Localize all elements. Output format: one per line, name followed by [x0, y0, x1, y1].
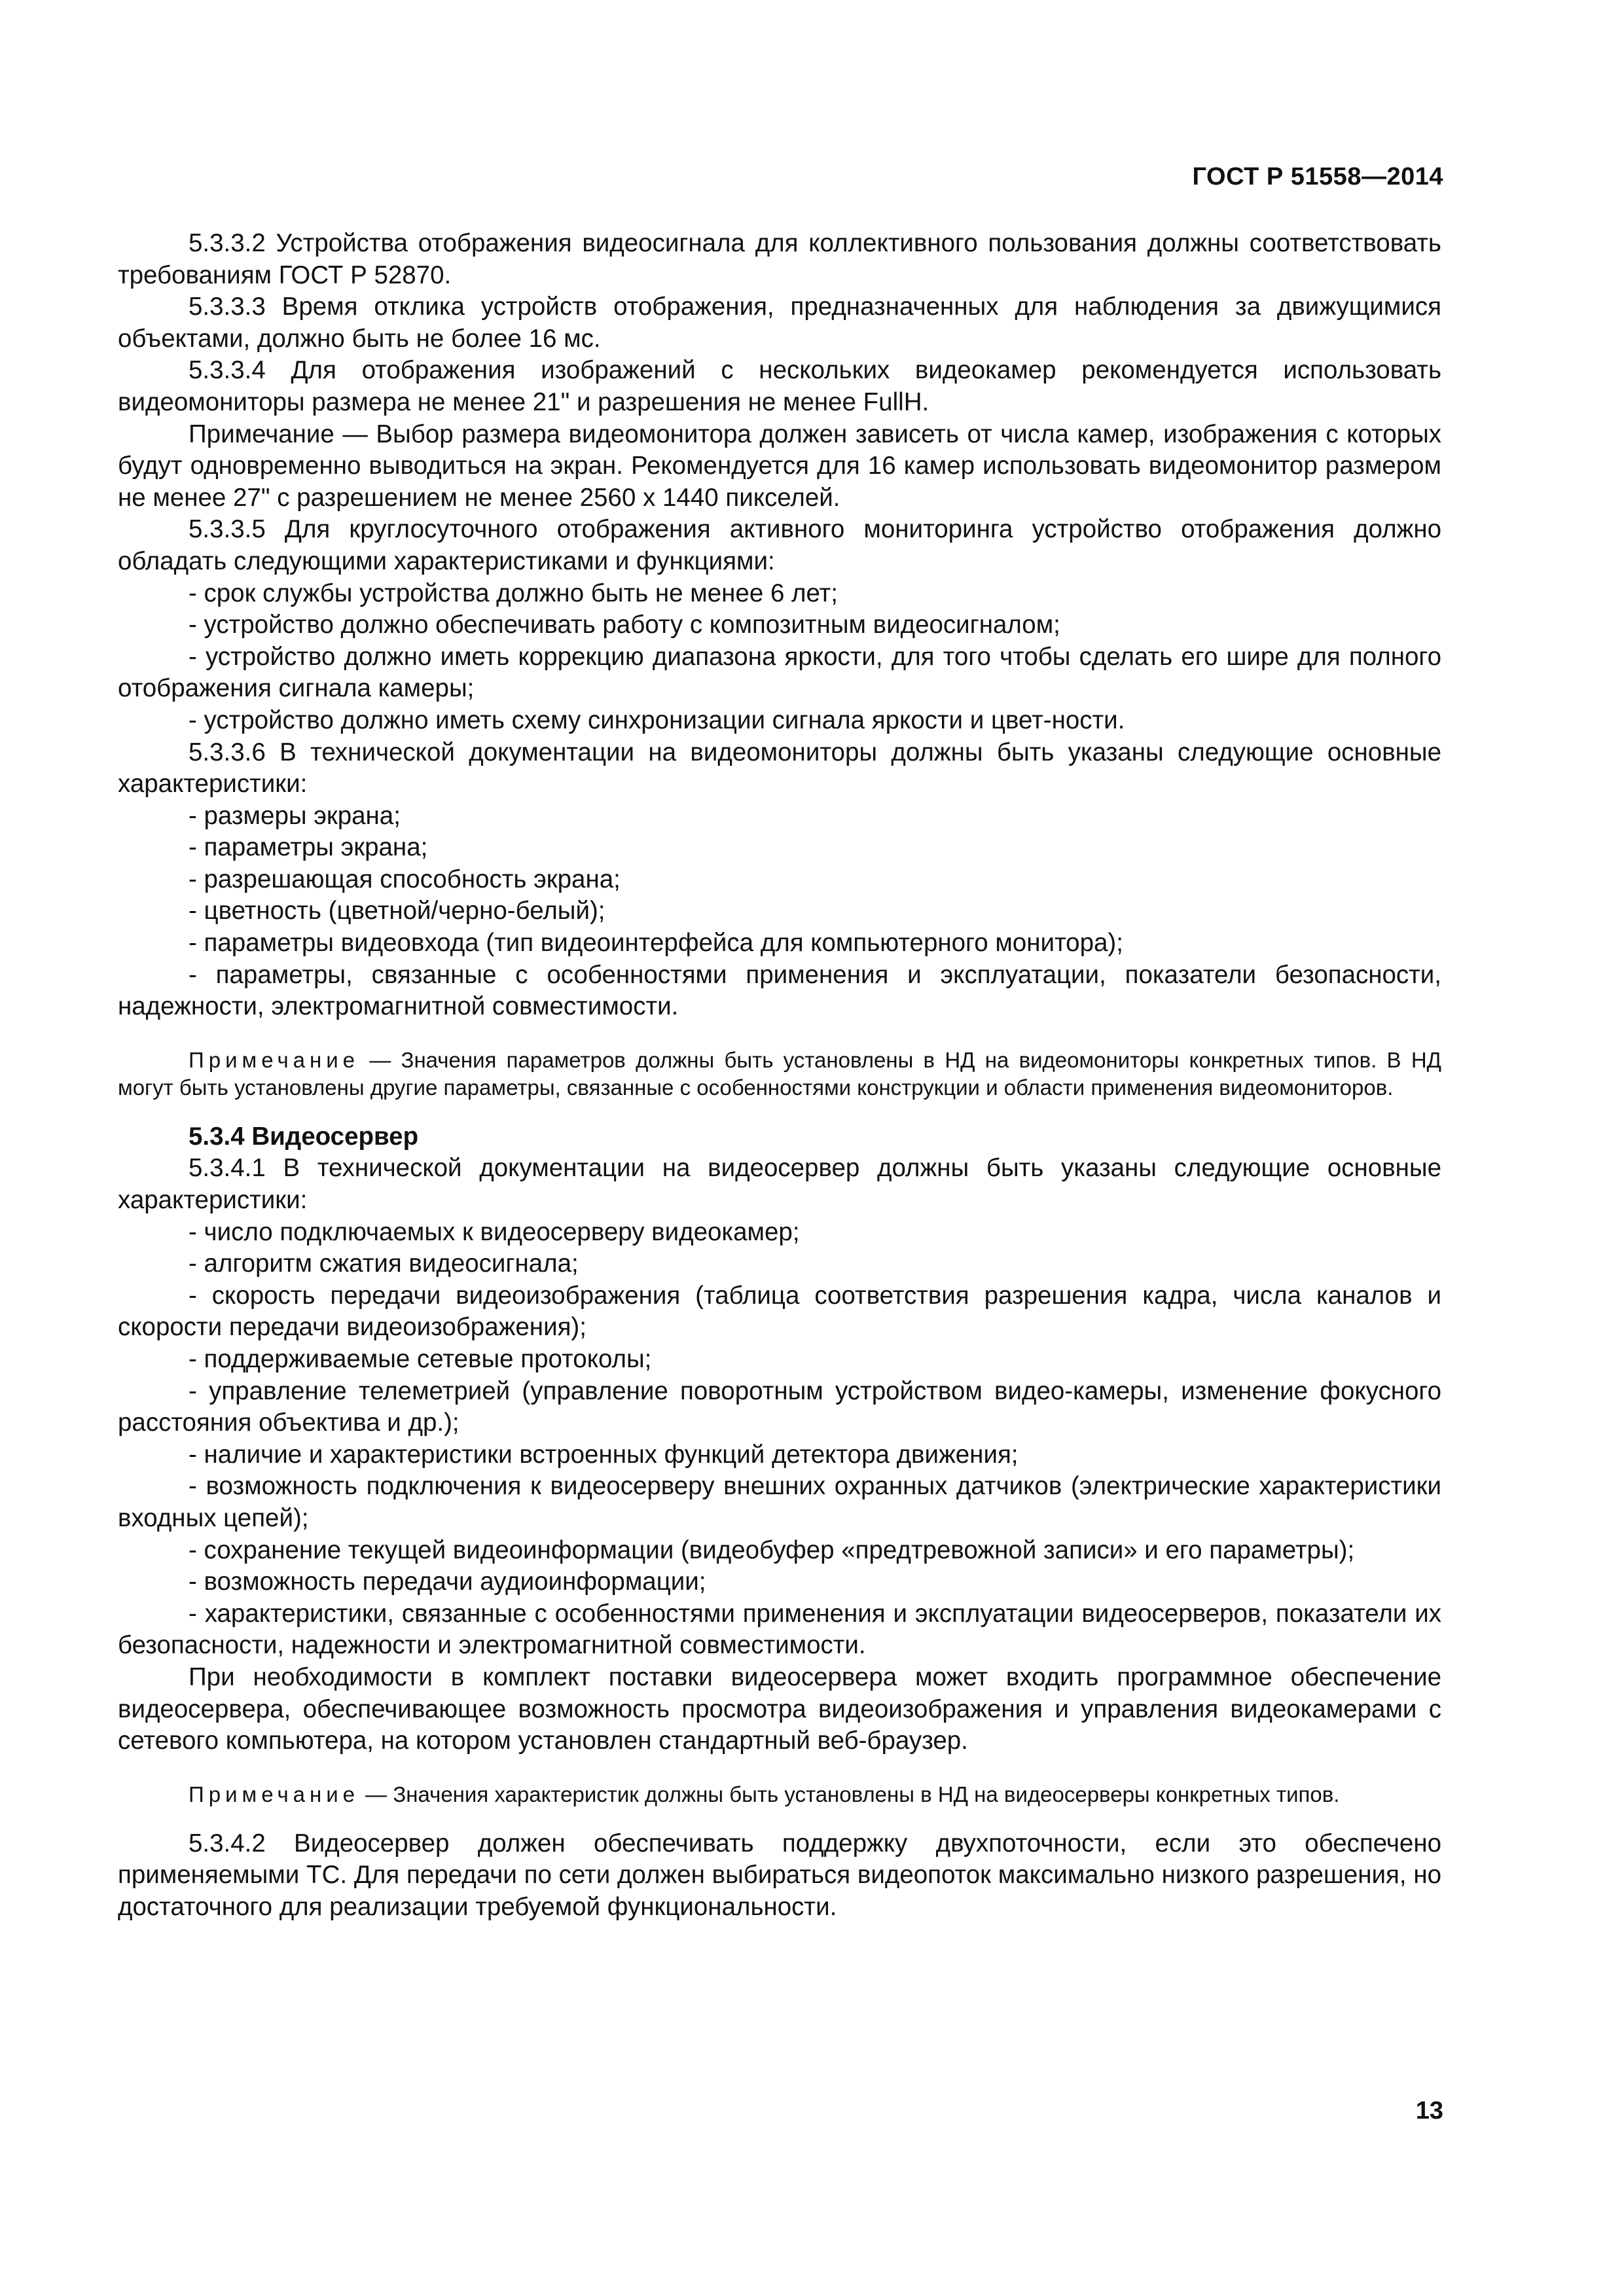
note-videoservers	[118, 1781, 1441, 1808]
note-label: Примечание	[189, 1047, 360, 1072]
list-item: - управление телеметрией (управление поворотным устройством видео-камеры, изменение фокусного расстояния объектива и др.);	[118, 1376, 1441, 1437]
paragraph-software-delivery: При необходимости в комплект поставки видеосервера может входить программное обеспечение видеосервера, обеспечивающее возможность просмотра видеоизображения и управления видеокамерами с сетевого компьютера, на котором установлен стандартный веб-браузер.	[118, 1662, 1441, 1755]
list-item: - наличие и характеристики встроенных функций детектора движения;	[189, 1440, 1019, 1469]
inline-note-monitor-size: Примечание — Выбор размера видеомонитора должен зависеть от числа камер, изображения с которых будут одновременно выводиться на экран. Рекомендуется для 16 камер использовать видеомонитор размером не менее 27" с разрешением не менее 2560 х 1440 пикселей.	[118, 420, 1441, 512]
list-item: - поддерживаемые сетевые протоколы;	[189, 1345, 652, 1373]
list-item: - число подключаемых к видеосерверу видеокамер;	[189, 1217, 800, 1246]
paragraph-5-3-3-2: 5.3.3.2 Устройства отображения видеосигнала для коллективного пользования должны соответствовать требованиям ГОСТ Р 52870.	[118, 229, 1441, 289]
paragraph-5-3-3-4: 5.3.3.4 Для отображения изображений с нескольких видеокамер рекомендуется использовать видеомониторы размера не менее 21" и разрешения не менее FullH.	[118, 356, 1441, 416]
paragraph-5-3-3-5: 5.3.3.5 Для круглосуточного отображения активного мониторинга устройство отображения должно обладать следующими характеристиками и функциями:	[118, 515, 1441, 575]
list-item: - устройство должно иметь коррекцию диапазона яркости, для того чтобы сделать его шире для полного отображения сигнала камеры;	[118, 642, 1441, 703]
note-text: — Значения параметров должны быть установлены в НД на видеомониторы конкретных типов. В НД могут быть установлены другие параметры, связанные с особенностями конструкции и области применения видеомониторов.	[118, 1047, 1441, 1100]
list-item: - характеристики, связанные с особенностями применения и эксплуатации видеосерверов, показатели их безопасности, надежности и электромагнитной совместимости.	[118, 1599, 1441, 1660]
list-item: - размеры экрана;	[189, 801, 401, 830]
list-item: - сохранение текущей видеоинформации (видеобуфер «предтревожной записи» и его параметры);	[189, 1535, 1355, 1564]
document-body	[118, 228, 1441, 1924]
list-item: - параметры видеовхода (тип видеоинтерфейса для компьютерного монитора);	[189, 929, 1123, 958]
note-text: — Значения характеристик должны быть установлены в НД на видеосерверы конкретных типов.	[359, 1782, 1340, 1806]
paragraph-5-3-3-3: 5.3.3.3 Время отклика устройств отображения, предназначенных для наблюдения за движущимися объектами, должно быть не более 16 мс.	[118, 293, 1441, 353]
standard-number-header: ГОСТ Р 51558—2014	[1192, 163, 1443, 190]
list-item: - возможность передачи аудиоинформации;	[189, 1568, 706, 1596]
note-videomonitors	[118, 1047, 1441, 1102]
list-item: - скорость передачи видеоизображения (таблица соответствия разрешения кадра, числа каналов и скорости передачи видеоизображения);	[118, 1281, 1441, 1342]
list-item: - устройство должно обеспечивать работу с композитным видеосигналом;	[189, 611, 1060, 639]
list-item: - устройство должно иметь схему синхронизации сигнала яркости и цвет-ности.	[189, 706, 1125, 734]
paragraph-5-3-4-2: 5.3.4.2 Видеосервер должен обеспечивать поддержку двухпоточности, если это обеспечено применяемыми ТС. Для передачи по сети должен выбираться видеопоток максимально низкого разрешения, но достаточного для реализации требуемой функциональности.	[118, 1829, 1441, 1921]
list-item: - алгоритм сжатия видеосигнала;	[189, 1249, 579, 1278]
paragraph-5-3-4-1: 5.3.4.1 В технической документации на видеосервер должны быть указаны следующие основные характеристики:	[118, 1154, 1441, 1215]
paragraph-5-3-3-6: 5.3.3.6 В технической документации на видеомониторы должны быть указаны следующие основные характеристики:	[118, 738, 1441, 798]
list-item: - срок службы устройства должно быть не менее 6 лет;	[189, 579, 838, 607]
section-heading-5-3-4: 5.3.4 Видеосервер	[189, 1122, 419, 1151]
list-item: - цветность (цветной/черно-белый);	[189, 897, 605, 925]
list-item: - параметры экрана;	[189, 833, 428, 862]
list-item: - параметры, связанные с особенностями применения и эксплуатации, показатели безопасности, надежности, электромагнитной совместимости.	[118, 960, 1441, 1021]
note-label: Примечание	[189, 1782, 360, 1806]
page-number: 13	[1415, 2097, 1443, 2125]
list-item: - разрешающая способность экрана;	[189, 865, 621, 893]
list-item: - возможность подключения к видеосерверу внешних охранных датчиков (электрические характеристики входных цепей);	[118, 1472, 1441, 1532]
